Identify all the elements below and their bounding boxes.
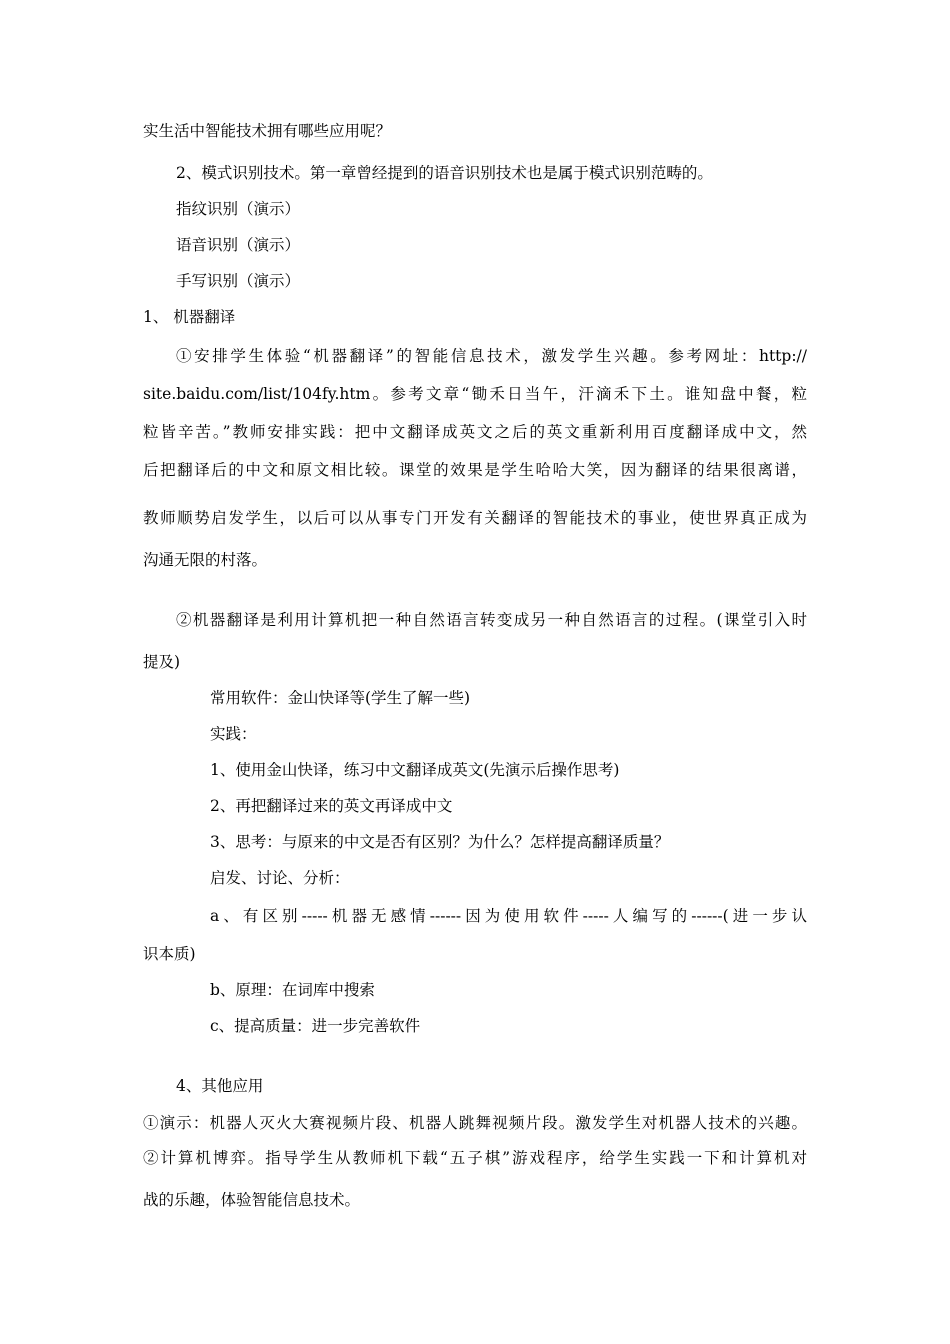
text-line: a、有区别-----机器无感情------因为使用软件-----人编写的------(进一步认 bbox=[210, 907, 807, 925]
text-line: 粒皆辛苦。”教师安排实践：把中文翻译成英文之后的英文重新利用百度翻译成中文，然 bbox=[143, 423, 807, 441]
text-line: 沟通无限的村落。 bbox=[143, 551, 268, 569]
text-line: 提及) bbox=[143, 653, 181, 671]
text-line: site.baidu.com/list/104fy.htm。参考文章“锄禾日当午，汗滴禾下土。谁知盘中餐，粒 bbox=[143, 385, 807, 403]
section-heading: 4、其他应用 bbox=[176, 1077, 264, 1095]
text-line: 战的乐趣，体验智能信息技术。 bbox=[143, 1191, 361, 1209]
text-line: 1、使用金山快译，练习中文翻译成英文(先演示后操作思考) bbox=[210, 761, 620, 779]
text-line: ②机器翻译是利用计算机把一种自然语言转变成另一种自然语言的过程。(课堂引入时 bbox=[176, 611, 807, 629]
text-line: 手写识别（演示） bbox=[176, 272, 301, 290]
text-line: 后把翻译后的中文和原文相比较。课堂的效果是学生哈哈大笑，因为翻译的结果很离谱， bbox=[143, 461, 807, 479]
text-line: 实践： bbox=[210, 725, 257, 743]
text-line: 3、思考：与原来的中文是否有区别？为什么？怎样提高翻译质量？ bbox=[210, 833, 670, 851]
text-line: 识本质) bbox=[143, 945, 196, 963]
text-line: 实生活中智能技术拥有哪些应用呢？ bbox=[143, 122, 392, 140]
text-line: 启发、讨论、分析： bbox=[210, 869, 350, 887]
text-line: c、提高质量：进一步完善软件 bbox=[210, 1017, 421, 1035]
section-heading: 1、 机器翻译 bbox=[143, 308, 236, 326]
text-line: 语音识别（演示） bbox=[176, 236, 301, 254]
text-line: 指纹识别（演示） bbox=[176, 200, 301, 218]
text-line: 教师顺势启发学生，以后可以从事专门开发有关翻译的智能技术的事业，使世界真正成为 bbox=[143, 509, 807, 527]
text-line: ①安排学生体验“机器翻译”的智能信息技术，激发学生兴趣。参考网址：http:// bbox=[176, 347, 807, 365]
text-line: ①演示：机器人灭火大赛视频片段、机器人跳舞视频片段。激发学生对机器人技术的兴趣。 bbox=[143, 1114, 807, 1132]
text-line: b、原理：在词库中搜索 bbox=[210, 981, 375, 999]
text-line: ②计算机博弈。指导学生从教师机下载“五子棋”游戏程序，给学生实践一下和计算机对 bbox=[143, 1149, 807, 1167]
text-line: 2、模式识别技术。第一章曾经提到的语音识别技术也是属于模式识别范畴的。 bbox=[176, 164, 713, 182]
text-line: 2、再把翻译过来的英文再译成中文 bbox=[210, 797, 453, 815]
text-line: 常用软件：金山快译等(学生了解一些) bbox=[210, 689, 471, 707]
